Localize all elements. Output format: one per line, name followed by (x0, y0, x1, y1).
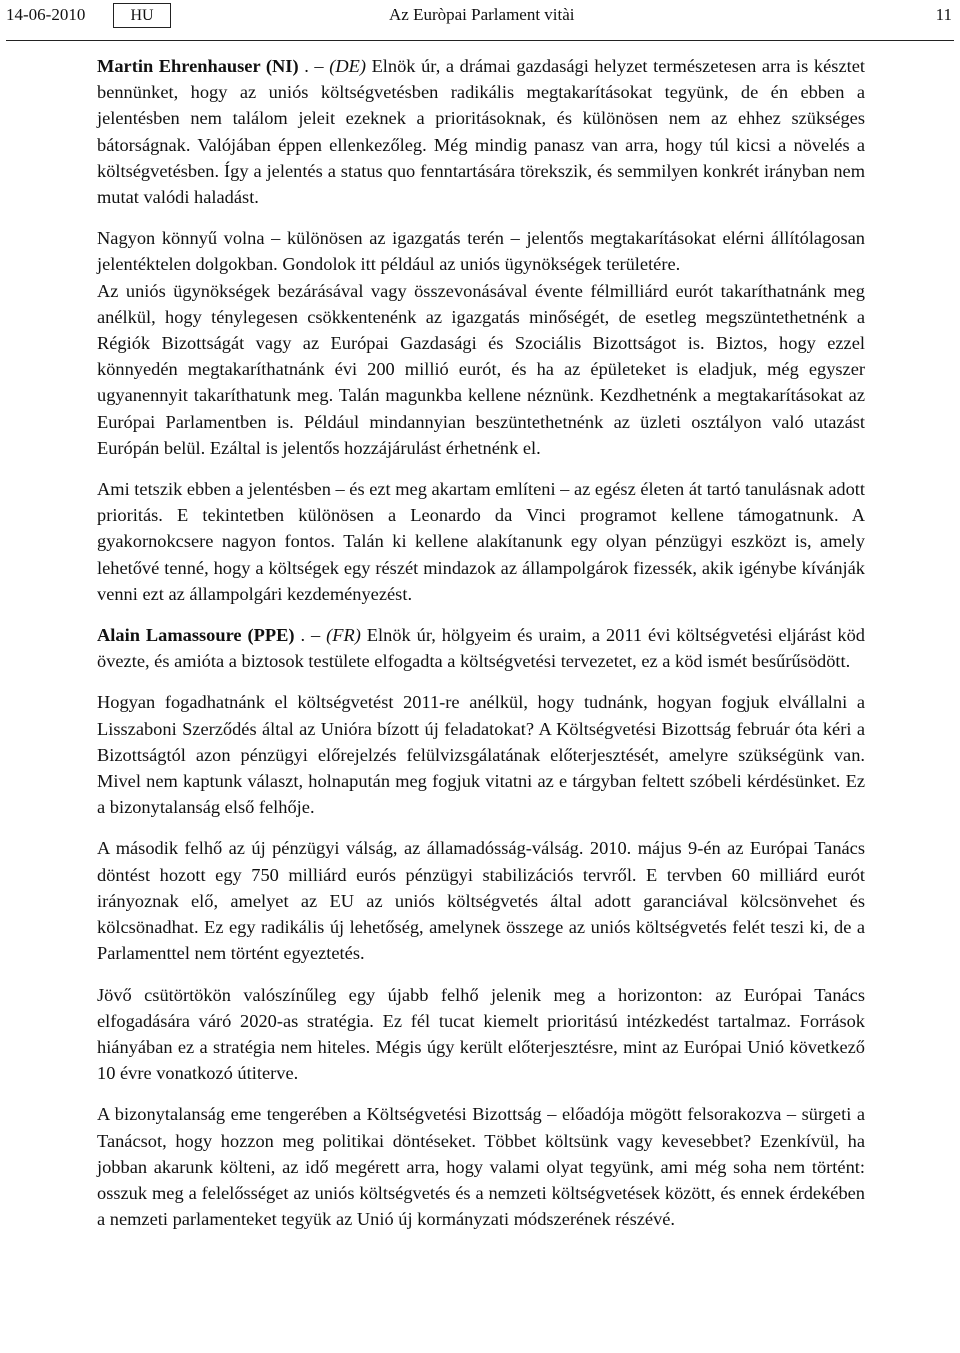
language-box: HU (113, 3, 171, 28)
paragraph-lamassoure-intro (97, 622, 865, 674)
language-tag: (FR) (326, 625, 361, 646)
paragraph (97, 278, 865, 461)
header-date: 14-06-2010 (6, 5, 86, 24)
paragraph-text: A bizonytalanság eme tengerében a Költségvetési Bizottság – előadója mögött felsorakozva – sürgeti a Tanácsot, hogy hozzon meg politikai döntéseket. Többet költsünk vagy kevesebbet? Ezenkívül, ha jobban akarunk költeni, az idő megérett arra, hogy valami olyat tegyünk, ami még soha nem történt: osszuk meg a felelősséget az uniós költségvetés és a nemzeti költségvetések között, és ennek érdekében a nemzeti parlamenteket tegyük az Unió új kormányzati módszerének részévé. (97, 1104, 865, 1230)
paragraph-text: Ami tetszik ebben a jelentésben – és ezt meg akartam említeni – az egész életen át tartó tanulásnak adott prioritás. E tekintetben különösen a Leonardo da Vinci programot kellene támogatnunk. A gyakornokcsere nagyon fontos. Talán ki kellene alakítanunk egy olyan pénzügyi eszközt is, amely lehetővé tenné, hogy a költségek egy részét mindazok az állampolgárok fizessék, akik igénybe kívánják venni ezt az állampolgári kezdeményezést. (97, 479, 866, 604)
paragraph (97, 476, 865, 607)
paragraph (97, 982, 865, 1087)
speaker-separator: . – (298, 56, 330, 76)
paragraph-text: Hogyan fogadhatnánk el költségvetést 2011-re anélkül, hogy tudnánk, hogyan fogjuk elvállalni a Lisszaboni Szerződés által az Unióra bízott új feladatokat? A Költségvetési Bizottság február óta kéri a Bizottságtól azon pénzügyi előrejelzés felülvizsgálatának előterjesztését, amelyre szükségünk van. Mivel nem kaptunk választ, holnapután meg fogjuk vitatni az e tárgyban feltett szóbeli kérdésünket. Ez a bizonytalanság első felhője. (97, 692, 865, 818)
page-header (6, 0, 954, 41)
paragraph-text: Jövő csütörtökön valószínűleg egy újabb felhő jelenik meg a horizonton: az Európai Tanács elfogadására váró 2020-as stratégia. Ez fél tucat kiemelt prioritású intézkedést tartalmaz. Források hiányában ez a stratégia nem hiteles. Mégis úgy került előterjesztésre, mint az Európai Unió következő 10 évre vonatkozó útiterve. (97, 984, 865, 1084)
paragraph-ehrenhauser-intro (97, 53, 865, 210)
paragraph-text: A második felhő az új pénzügyi válság, az államadósság-válság. 2010. május 9-én az Európai Tanács döntést hozott egy 750 milliárd eurós pénzügyi stabilizációs tervről. E tervben 60 milliárd eurót irányoznak elő, amelyet az EU az uniós költségvetés által adott garanciával kölcsönvehet és kölcsönadhat. Ez egy radikális új lehetőség, amelynek összege az uniós költségvetés felét teszi ki, de a Parlamenttel nem történt egyeztetés. (97, 838, 865, 964)
paragraph (97, 225, 865, 277)
header-title: Az Euròpai Parlament vitài (389, 5, 575, 24)
speaker-name: Martin Ehrenhauser (NI) (97, 56, 299, 76)
page-number: 11 (935, 5, 952, 24)
paragraph (97, 1101, 865, 1232)
document-body (97, 53, 865, 1247)
language-tag: (DE) (329, 56, 366, 76)
paragraph-text: Elnök úr, a drámai gazdasági helyzet természetesen arra is késztet bennünket, hogy az uniós költségvetésben radikális megtakarításokat tegyünk, de én ebben a jelentésben nem találom jeleit ezeknek a prioritásoknak, és különösen nem az ehhez szükséges bátorságnak. Valójában éppen ellenkezőleg. Még mindig panasz van arra, hogy túl kicsi a növelés a költségvetésben. Így a jelentés a status quo fenntartására törekszik, és semmilyen konkrét irányban nem mutat valódi haladást. (97, 56, 865, 208)
paragraph-text: Elnök úr, hölgyeim és uraim, a 2011 évi költségvetési eljárást köd övezte, és amióta a biztosok testülete elfogadta a költségvetési tervezetet, ez a köd ismét besűrűsödött. (97, 625, 866, 672)
paragraph-text: Az uniós ügynökségek bezárásával vagy összevonásával évente félmilliárd eurót takaríthatnánk meg anélkül, hogy ténylegesen csökkentenénk az igazgatás minőségét, de esetleg megszüntethetnénk a Régiók Bizottságát vagy az Európai Gazdasági és Szociális Bizottságot is. Biztos, hogy ezzel könnyedén megtakaríthatnánk évi 200 millió eurót, és ha az épületeket is eladjuk, még egyszer ugyanennyit takaríthatunk meg. Talán magunkba kellene néznünk. Kezdhetnénk a megtakarításokat az Európai Parlamentben is. Például mindannyian beszüntethetnénk az üzleti osztályon való utazást Európán belül. Ezáltal is jelentős hozzájárulást érhetnénk el. (97, 280, 865, 458)
speaker-separator: . – (294, 625, 327, 646)
paragraph (97, 689, 865, 820)
paragraph (97, 835, 865, 966)
paragraph-text: Nagyon könnyű volna – különösen az igazgatás terén – jelentős megtakarításokat elérni állítólagosan jelentéktelen dolgokban. Gondolok itt például az uniós ügynökségek területére. (97, 228, 865, 275)
speaker-name: Alain Lamassoure (PPE) (97, 625, 295, 646)
